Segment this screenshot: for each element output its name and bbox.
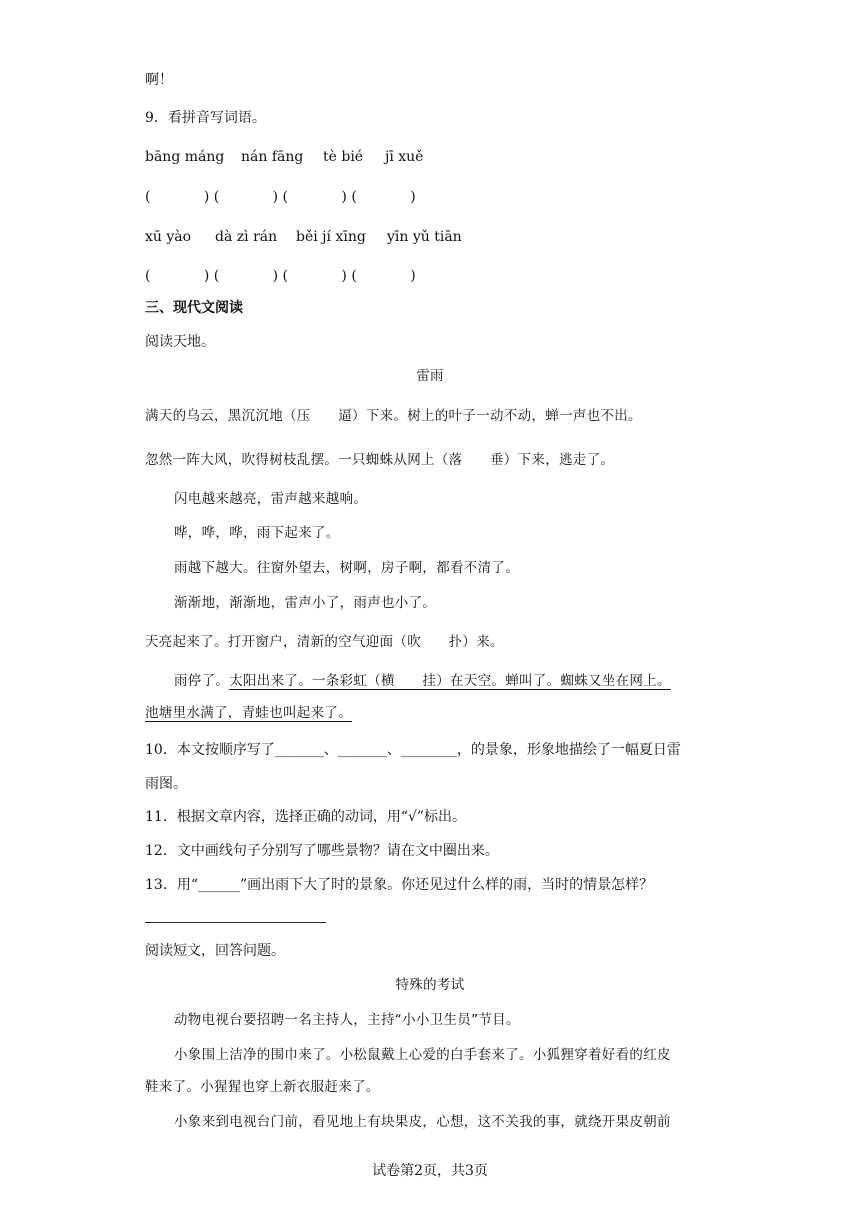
reading2-instruction: 阅读短文，回答问题。	[145, 943, 285, 959]
pinyin-8: yīn yǔ tiān	[387, 229, 462, 245]
article-line: 雨越下越大。往窗外望去，树啊，房子啊，都看不清了。	[174, 560, 519, 576]
article-line: 闪电越来越亮，雷声越来越响。	[174, 491, 368, 507]
pinyin-2: nán fāng	[241, 149, 304, 165]
article-line: 满天的乌云，黑沉沉地（压 逼）下来。树上的叶子一动不动，蝉一声也不出。	[145, 408, 642, 424]
pinyin-7: běi jí xīng	[296, 229, 366, 245]
article2-line: 鞋来了。小猩猩也穿上新衣服赶来了。	[145, 1079, 380, 1095]
article-line: 忽然一阵大风，吹得树枝乱摆。一只蜘蛛从网上（落 垂）下来，逃走了。	[145, 452, 615, 468]
article-title: 雷雨	[416, 368, 444, 384]
q11: 11．根据文章内容，选择正确的动词，用“√”标出。	[145, 809, 467, 825]
reading-instruction: 阅读天地。	[145, 334, 215, 350]
page-footer: 试卷第2页，共3页	[372, 1163, 488, 1179]
lead-sentence: 雨停了。	[174, 673, 230, 689]
pinyin-3: tè bié	[323, 149, 364, 165]
article-last-paragraph	[174, 671, 671, 691]
previous-text-tail: 啊！	[145, 72, 173, 88]
article2-line: 小象来到电视台门前，看见地上有块果皮，心想，这不关我的事，就绕开果皮朝前	[174, 1114, 671, 1130]
pinyin-4: jī xuě	[385, 149, 424, 165]
article2-title: 特殊的考试	[395, 977, 465, 993]
underlined-sentence: 太阳出来了。一条彩虹（横 挂）在天空。蝉叫了。蜘蛛又坐在网上。	[229, 673, 671, 689]
pinyin-6: dà zì rán	[215, 229, 278, 245]
answer-line[interactable]	[145, 922, 326, 923]
q10-continued: 雨图。	[145, 776, 187, 792]
article2-line: 小象围上洁净的围巾来了。小松鼠戴上心爱的白手套来了。小狐狸穿着好看的红皮	[174, 1047, 671, 1063]
pinyin-1: bāng máng	[145, 149, 225, 165]
q12: 12．文中画线句子分别写了哪些景物？请在文中圈出来。	[145, 843, 499, 859]
article-line: 哗，哗，哗，雨下起来了。	[174, 525, 340, 541]
q10: 10．本文按顺序写了_______、_______、________，的景象，形象地描绘了一幅夏日雷	[145, 742, 681, 758]
answer-boxes-row2[interactable]: ( ) ( ) ( ) ( )	[145, 268, 416, 284]
article-line: 渐渐地，渐渐地，雷声小了，雨声也小了。	[174, 595, 437, 611]
underlined-sentence: 池塘里水满了，青蛙也叫起来了。	[145, 705, 352, 721]
answer-boxes-row1[interactable]: ( ) ( ) ( ) ( )	[145, 189, 416, 205]
section-title: 三、现代文阅读	[145, 300, 243, 316]
q9-title: 9．看拼音写词语。	[145, 110, 266, 126]
pinyin-5: xū yào	[145, 229, 192, 245]
article2-line: 动物电视台要招聘一名主持人，主持“小小卫生员”节目。	[174, 1012, 520, 1028]
q13: 13．用“______”画出雨下大了时的景象。你还见过什么样的雨，当时的情景怎样？	[145, 877, 654, 893]
article-line: 天亮起来了。打开窗户，清新的空气迎面（吹 扑）来。	[145, 634, 504, 650]
